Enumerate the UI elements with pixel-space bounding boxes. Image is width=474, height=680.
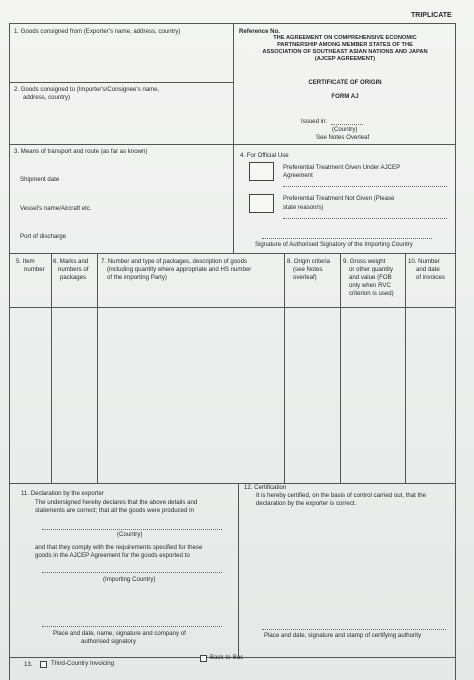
col10-header-1: 10. Number xyxy=(408,258,440,265)
copy-label: TRIPLICATE xyxy=(411,12,452,19)
reference-label: Reference No. xyxy=(239,28,280,35)
given-line-1: Preferential Treatment Given Under AJCEP xyxy=(283,164,401,171)
col8-header-3: overleaf) xyxy=(293,274,317,281)
box2-label-1: 2. Goods consigned to (Importer's/Consignee's name, xyxy=(14,86,160,93)
producing-country-caption: (Country) xyxy=(117,531,143,538)
box13-label: 13. xyxy=(24,661,33,668)
box4-label: 4. For Official Use xyxy=(240,152,289,159)
importing-country-caption: (Importing Country) xyxy=(103,576,156,583)
col9-header-1: 9. Gross weight xyxy=(343,258,386,265)
box12-label: 12. Certification xyxy=(244,484,287,491)
certifying-place-caption: Place and date, signature and stamp of certifying authority xyxy=(264,632,422,639)
back-to-back-label: Back-to-Bac xyxy=(210,654,244,661)
col9-header-4: only when RVC xyxy=(349,282,391,289)
agreement-line-2: PARTNERSHIP AMONG MEMBER STATES OF THE xyxy=(277,42,413,48)
invoices-cell[interactable] xyxy=(406,308,454,482)
declaration-line-2: statements are correct; that all the goods were produced in xyxy=(35,507,194,514)
agreement-line-4: (AJCEP AGREEMENT) xyxy=(314,56,376,62)
issued-in-label: Issued in: xyxy=(301,118,328,125)
col8-header-2: (see Notes xyxy=(293,266,323,273)
back-to-back-checkbox[interactable] xyxy=(200,655,207,662)
agreement-line-3: ASSOCIATION OF SOUTHEAST ASIAN NATIONS AND JAPAN xyxy=(262,49,428,55)
agreement-line-1: THE AGREEMENT ON COMPREHENSIVE ECONOMIC xyxy=(273,35,417,41)
not-given-line-2: state reason/s) xyxy=(283,204,324,211)
col10-header-3: of invoices xyxy=(416,274,445,281)
certification-line-1: It is hereby certified, on the basis of control carried out, that the xyxy=(256,492,427,499)
gross-weight-cell[interactable] xyxy=(341,308,404,482)
description-cell[interactable] xyxy=(98,308,283,482)
col9-header-5: criterion is used) xyxy=(349,290,394,297)
box1-label: 1. Goods consigned from (Exporter's name, address, country) xyxy=(14,28,181,35)
declaration-line-4: goods in the AJCEP Agreement for the goods exported to xyxy=(35,552,190,559)
official-signature-caption: Signature of Authorised Signatory of the Importing Country xyxy=(255,241,413,248)
exporter-place-line-2: authorised signatory xyxy=(81,638,136,645)
col7-header-3: of the importing Party) xyxy=(107,274,167,281)
port-label: Port of discharge xyxy=(20,233,67,240)
certification-line-2: declaration by the exporter is correct. xyxy=(256,500,357,507)
exporter-place-line-1: Place and date, name, signature and company of xyxy=(53,630,186,637)
box2-label-2: address, country) xyxy=(23,94,71,101)
box3-label: 3. Means of transport and route (as far as known) xyxy=(14,148,148,155)
marks-cell[interactable] xyxy=(52,308,96,482)
col5-header-1: 5. Item xyxy=(16,258,35,265)
box11-label: 11. Declaration by the exporter xyxy=(21,490,104,497)
declaration-line-3: and that they comply with the requirements specified for these xyxy=(35,544,203,551)
frame-right xyxy=(455,23,456,680)
upper-divider xyxy=(233,23,234,253)
col6-header-3: packages xyxy=(60,274,87,281)
col9-header-2: or other quantity xyxy=(349,266,394,273)
preferential-not-given-checkbox[interactable] xyxy=(249,194,274,213)
issued-country-caption: (Country) xyxy=(332,126,358,133)
col9-header-3: and value (FOB xyxy=(349,274,392,281)
preferential-given-checkbox[interactable] xyxy=(249,162,274,181)
col10-header-2: and date xyxy=(416,266,440,273)
form-title: FORM AJ xyxy=(331,93,359,100)
col6-header-1: 6. Marks and xyxy=(53,258,89,265)
col7-header-1: 7. Number and type of packages, description of goods xyxy=(101,258,248,265)
third-country-checkbox[interactable] xyxy=(40,661,47,668)
col8-header-1: 8. Origin criteria xyxy=(287,258,331,265)
declaration-line-1: The undersigned hereby declares that the above details and xyxy=(35,499,198,506)
col5-header-2: number xyxy=(24,266,45,273)
not-given-line-1: Preferential Treatment Not Given (Please xyxy=(283,195,395,202)
exporter-field[interactable] xyxy=(14,38,228,78)
item-number-cell[interactable] xyxy=(10,308,50,482)
col6-header-2: numbers of xyxy=(58,266,89,273)
consignee-field[interactable] xyxy=(14,104,228,140)
origin-criteria-cell[interactable] xyxy=(285,308,339,482)
col7-header-2: (including quantity where appropriate and HS number xyxy=(107,266,252,273)
given-line-2: Agreement xyxy=(283,172,313,179)
see-notes: See Notes Overleaf xyxy=(316,134,370,141)
shipment-date-label: Shipment date xyxy=(20,176,60,183)
certificate-title: CERTIFICATE OF ORIGIN xyxy=(308,79,382,86)
vessel-label: Vessel's name/Aircraft etc. xyxy=(20,205,92,212)
third-country-label: Third-Country Invoicing xyxy=(51,660,114,667)
